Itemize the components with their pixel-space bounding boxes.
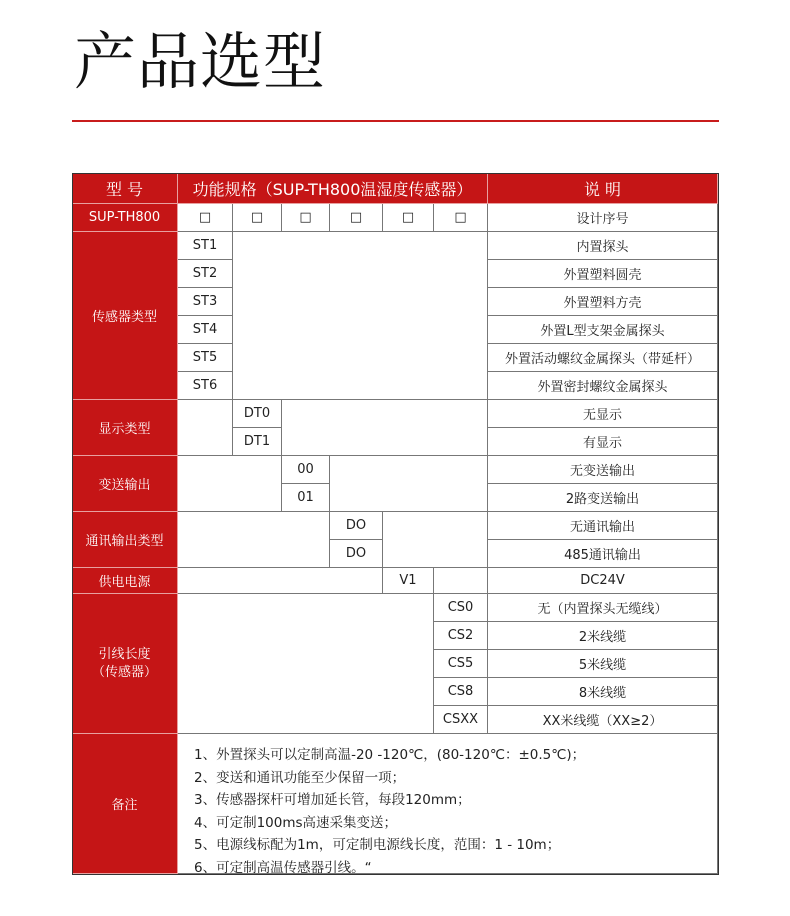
transmit-blank-right (330, 456, 488, 512)
header-spec: 功能规格（SUP-TH800温湿度传感器） (178, 173, 488, 204)
display-blank-left (178, 400, 233, 456)
model-desc: 设计序号 (488, 204, 718, 232)
model-code: SUP-TH800 (72, 204, 178, 232)
model-box-3: □ (282, 204, 330, 232)
comm-code: DO (330, 512, 383, 540)
note-line: 2、变送和通讯功能至少保留一项； (194, 769, 406, 786)
note-line: 5、电源线标配为1m，可定制电源线长度，范围：1 - 10m； (194, 837, 561, 853)
sensor-desc: 外置活动螺纹金属探头（带延杆） (488, 344, 718, 372)
title-divider (72, 120, 719, 122)
cable-desc: 5米线缆 (488, 650, 718, 678)
sensor-desc: 外置L型支架金属探头 (488, 316, 718, 344)
display-code: DT0 (233, 400, 282, 428)
sensor-code: ST2 (178, 260, 233, 288)
selection-table (72, 173, 718, 874)
display-code: DT1 (233, 428, 282, 456)
sensor-blank (233, 232, 488, 400)
sensor-desc: 外置塑料圆壳 (488, 260, 718, 288)
sensor-desc: 外置密封螺纹金属探头 (488, 372, 718, 400)
cable-label-line2: （传感器） (91, 664, 157, 680)
sensor-code: ST3 (178, 288, 233, 316)
sensor-code: ST6 (178, 372, 233, 400)
cable-label-line1: 引线长度 (98, 646, 151, 662)
display-blank-right (282, 400, 488, 456)
cable-blank (178, 594, 434, 734)
sensor-label: 传感器类型 (72, 232, 178, 400)
power-label: 供电电源 (72, 568, 178, 594)
sensor-code: ST1 (178, 232, 233, 260)
note-line: 3、传感器探杆可增加延长管，每段120mm； (194, 792, 471, 808)
power-code: V1 (383, 568, 434, 594)
power-blank-right (434, 568, 488, 594)
model-box-4: □ (330, 204, 383, 232)
cable-code: CS5 (434, 650, 488, 678)
sensor-code: ST5 (178, 344, 233, 372)
notes-body (178, 734, 718, 874)
transmit-label: 变送输出 (72, 456, 178, 512)
sensor-desc: 内置探头 (488, 232, 718, 260)
comm-label: 通讯输出类型 (72, 512, 178, 568)
sensor-desc: 外置塑料方壳 (488, 288, 718, 316)
comm-desc: 无通讯输出 (488, 512, 718, 540)
cable-code: CS2 (434, 622, 488, 650)
power-blank-left (178, 568, 383, 594)
comm-blank-right (383, 512, 488, 568)
note-line: 4、可定制100ms高速采集变送； (194, 814, 398, 831)
transmit-code: 00 (282, 456, 330, 484)
cable-desc: XX米线缆（XX≥2） (488, 706, 718, 734)
model-box-2: □ (233, 204, 282, 232)
cable-code: CS0 (434, 594, 488, 622)
header-desc: 说 明 (488, 173, 718, 204)
display-desc: 有显示 (488, 428, 718, 456)
cable-label (72, 594, 178, 734)
power-desc: DC24V (488, 568, 718, 594)
cable-desc: 2米线缆 (488, 622, 718, 650)
comm-code: DO (330, 540, 383, 568)
model-box-1: □ (178, 204, 233, 232)
display-label: 显示类型 (72, 400, 178, 456)
display-desc: 无显示 (488, 400, 718, 428)
cable-desc: 无（内置探头无缆线） (488, 594, 718, 622)
transmit-desc: 无变送输出 (488, 456, 718, 484)
model-box-6: □ (434, 204, 488, 232)
transmit-desc: 2路变送输出 (488, 484, 718, 512)
cable-code: CS8 (434, 678, 488, 706)
sensor-code: ST4 (178, 316, 233, 344)
model-box-5: □ (383, 204, 434, 232)
transmit-code: 01 (282, 484, 330, 512)
comm-desc: 485通讯输出 (488, 540, 718, 568)
cable-code: CSXX (434, 706, 488, 734)
comm-blank-left (178, 512, 330, 568)
transmit-blank-left (178, 456, 282, 512)
header-model: 型 号 (72, 173, 178, 204)
note-line: 6、可定制高温传感器引线。“ (194, 859, 372, 876)
cable-desc: 8米线缆 (488, 678, 718, 706)
note-line: 1、外置探头可以定制高温-20 -120℃，(80-120℃：±0.5℃)； (194, 747, 586, 763)
page-title: 产品选型 (74, 25, 327, 98)
notes-label: 备注 (72, 734, 178, 874)
